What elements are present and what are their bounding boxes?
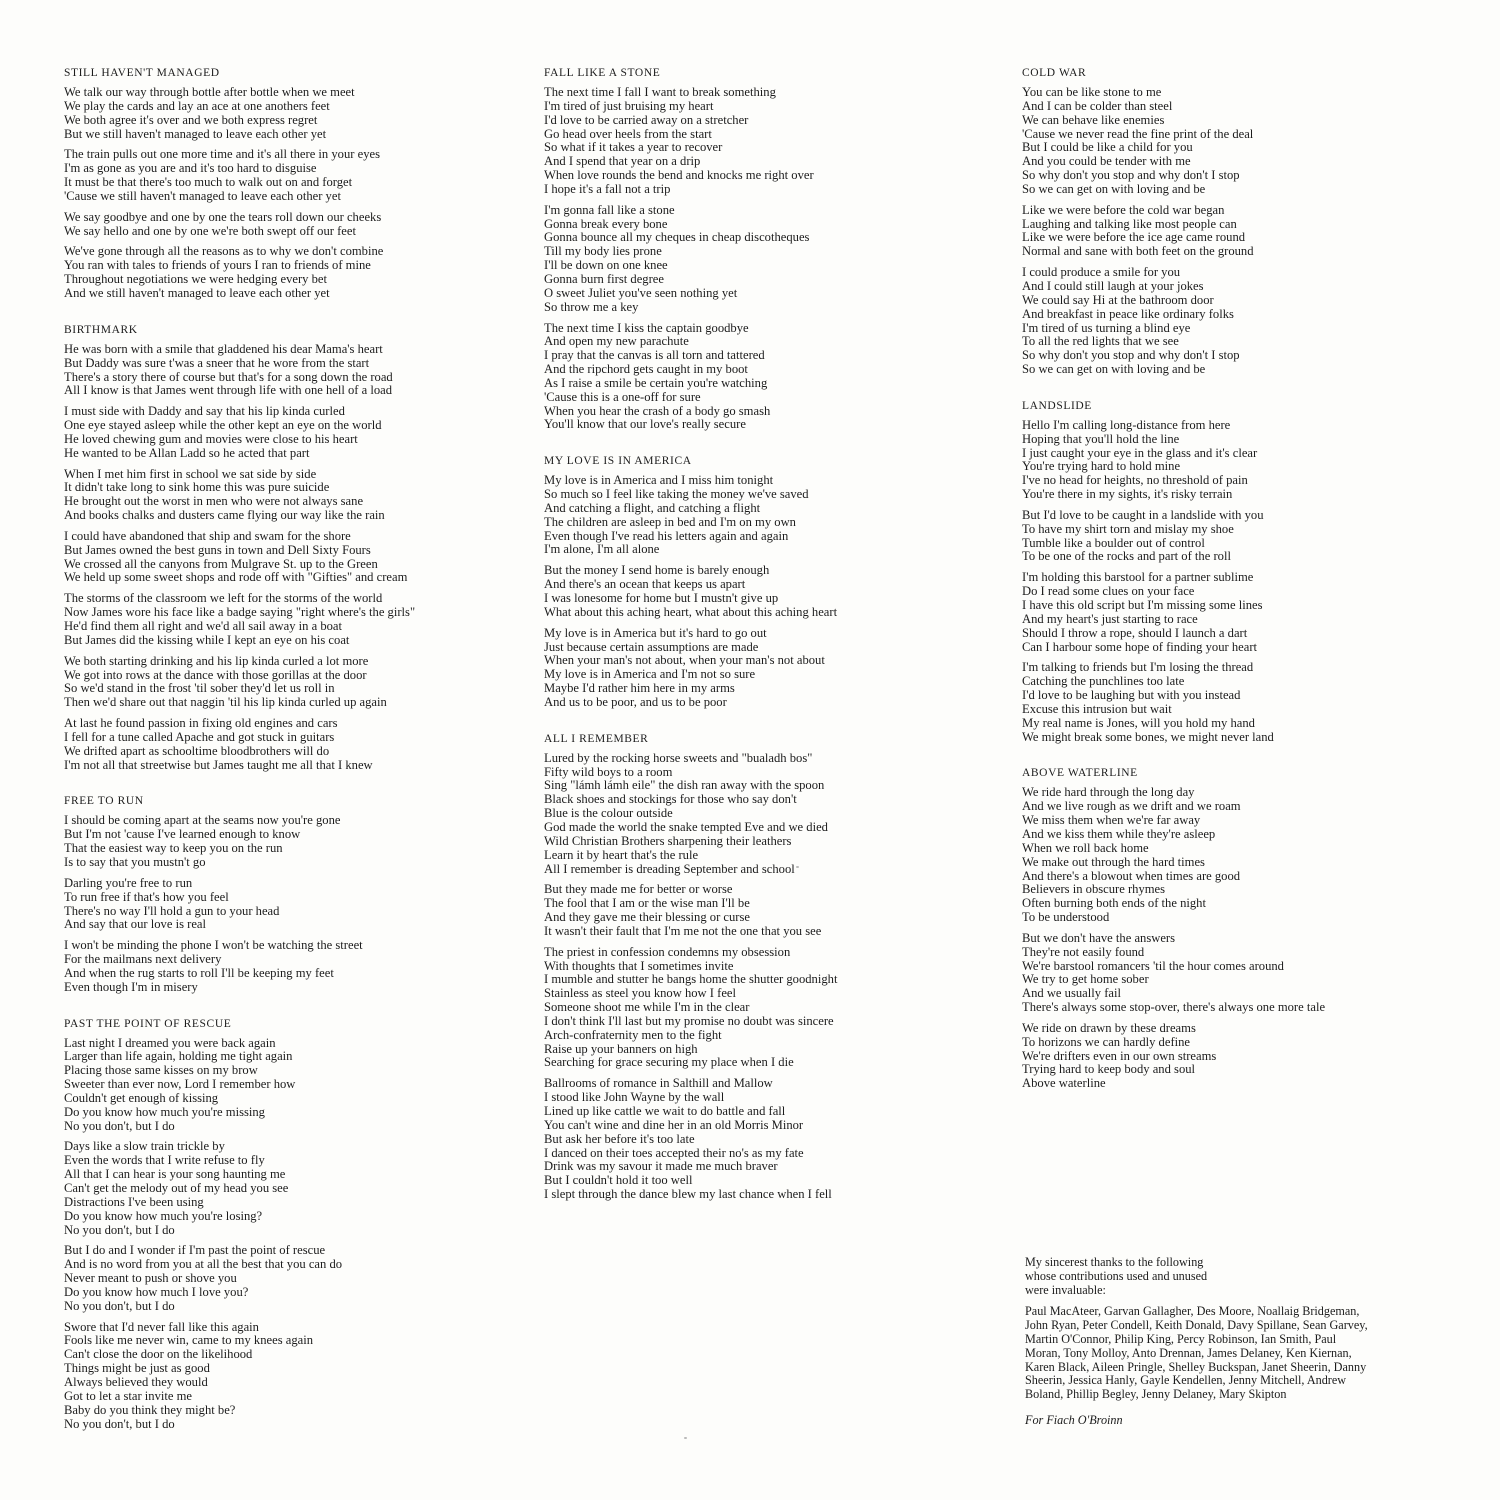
stanza bbox=[544, 474, 984, 557]
lyric-line: But James owned the best guns in town and Dell Sixty Fours bbox=[64, 542, 371, 557]
lyric-line: Swore that I'd never fall like this again bbox=[64, 1319, 259, 1334]
song-all-i-remember bbox=[544, 732, 984, 1202]
scan-speck bbox=[684, 1437, 687, 1439]
stanza bbox=[544, 204, 984, 315]
lyric-line: Even though I've read his letters again and again bbox=[544, 528, 789, 543]
lyric-line: So why don't you stop and why don't I stop bbox=[1022, 168, 1240, 183]
credits-line: Sheerin, Jessica Hanly, Gayle Kendellen, Jenny Mitchell, Andrew bbox=[1025, 1373, 1347, 1388]
lyric-line: Normal and sane with both feet on the ground bbox=[1022, 244, 1254, 259]
stanza bbox=[1022, 419, 1462, 502]
lyric-line: I should be coming apart at the seams now you're gone bbox=[64, 813, 341, 828]
stanza bbox=[64, 1244, 504, 1313]
lyric-line: I'm not all that streetwise but James taught me all that I knew bbox=[64, 757, 373, 772]
lyric-line: Go head over heels from the start bbox=[544, 126, 712, 141]
lyric-line: To horizons we can hardly define bbox=[1022, 1034, 1191, 1049]
song-title: LANDSLIDE bbox=[1022, 399, 1092, 412]
lyric-line: God made the world the snake tempted Eve and we died bbox=[544, 819, 828, 834]
lyric-line: Then we'd share out that naggin 'til his lip kinda curled up again bbox=[64, 695, 387, 710]
stanza bbox=[1022, 509, 1462, 564]
lyrics-column-3 bbox=[1022, 66, 1462, 1113]
lyric-line: Even though I'm in misery bbox=[64, 979, 198, 994]
credits-intro bbox=[1025, 1256, 1445, 1297]
lyric-line: Blue is the colour outside bbox=[544, 806, 673, 821]
stanza bbox=[64, 1321, 504, 1432]
lyric-line: Above waterline bbox=[1022, 1076, 1106, 1091]
lyric-line: Do you know how much you're losing? bbox=[64, 1208, 263, 1223]
lyric-line: So why don't you stop and why don't I stop bbox=[1022, 348, 1240, 363]
scan-speck bbox=[796, 866, 799, 868]
lyric-line: And breakfast in peace like ordinary folks bbox=[1022, 306, 1234, 321]
stanza bbox=[64, 592, 504, 647]
credits-line: My sincerest thanks to the following bbox=[1025, 1255, 1204, 1269]
lyric-line: To all the red lights that we see bbox=[1022, 334, 1179, 349]
lyric-line: So we'd stand in the frost 'til sober they'd let us roll in bbox=[64, 681, 335, 696]
lyric-line: There's a story there of course but that's for a song down the road bbox=[64, 369, 393, 384]
lyric-line: We got into rows at the dance with those gorillas at the door bbox=[64, 667, 367, 682]
lyric-line: He wanted to be Allan Ladd so he acted that part bbox=[64, 445, 310, 460]
lyric-line: But the money I send home is barely enough bbox=[544, 563, 770, 578]
lyric-line: Black shoes and stockings for those who say don't bbox=[544, 792, 797, 807]
lyric-line: So what if it takes a year to recover bbox=[544, 140, 723, 155]
stanza bbox=[544, 86, 984, 197]
lyric-line: Darling you're free to run bbox=[64, 875, 193, 890]
lyric-line: And there's a blowout when times are good bbox=[1022, 868, 1241, 883]
lyric-line: For the mailmans next delivery bbox=[64, 952, 222, 967]
lyric-line: It must be that there's too much to walk out on and forget bbox=[64, 175, 353, 190]
lyric-line: Now James wore his face like a badge saying "right where's the girls" bbox=[64, 605, 416, 620]
lyric-line: Can't close the door on the likelihood bbox=[64, 1347, 253, 1362]
stanza bbox=[64, 86, 504, 141]
lyric-line: All I know is that James went through life with one hell of a load bbox=[64, 383, 393, 398]
lyric-line: We drifted apart as schooltime bloodbrothers will do bbox=[64, 743, 330, 758]
lyric-line: As I raise a smile be certain you're watching bbox=[544, 375, 768, 390]
lyric-line: Till my body lies prone bbox=[544, 244, 662, 259]
lyric-line: Throughout negotiations we were hedging every bet bbox=[64, 272, 327, 287]
lyric-line: Gonna burn first degree bbox=[544, 271, 664, 286]
lyric-line: You're there in my sights, it's risky terrain bbox=[1022, 487, 1233, 502]
stanza bbox=[1022, 932, 1462, 1015]
lyric-line: But I do and I wonder if I'm past the point of rescue bbox=[64, 1243, 326, 1258]
lyric-line: You can be like stone to me bbox=[1022, 85, 1162, 99]
stanza bbox=[64, 877, 504, 932]
lyric-line: My real name is Jones, will you hold my hand bbox=[1022, 715, 1255, 730]
credits-line: Karen Black, Aileen Pringle, Shelley Buckspan, Janet Sheerin, Danny bbox=[1025, 1359, 1367, 1374]
lyric-line: I'm alone, I'm all alone bbox=[544, 542, 660, 557]
stanza bbox=[1022, 571, 1462, 654]
lyric-line: I must side with Daddy and say that his lip kinda curled bbox=[64, 404, 345, 419]
lyric-line: Distractions I've been using bbox=[64, 1194, 204, 1209]
lyric-line: My love is in America but it's hard to go out bbox=[544, 625, 767, 640]
stanza bbox=[544, 1077, 984, 1202]
lyric-line: I'm holding this barstool for a partner sublime bbox=[1022, 570, 1254, 585]
lyric-line: Lined up like cattle we wait to do battle and fall bbox=[544, 1104, 786, 1118]
lyric-line: Do you know how much you're missing bbox=[64, 1104, 265, 1119]
lyric-line: And you could be tender with me bbox=[1022, 154, 1191, 169]
lyric-line: Tumble like a boulder out of control bbox=[1022, 535, 1205, 550]
lyric-line: I've no head for heights, no threshold of pain bbox=[1022, 473, 1248, 488]
song-title: PAST THE POINT OF RESCUE bbox=[64, 1017, 232, 1030]
lyric-line: I danced on their toes accepted their no's as my fate bbox=[544, 1145, 804, 1160]
credits-line: John Ryan, Peter Condell, Keith Donald, Davy Spillane, Sean Garvey, bbox=[1025, 1318, 1368, 1333]
lyric-line: I just caught your eye in the glass and it's clear bbox=[1022, 445, 1258, 460]
credits-line: Moran, Tony Molloy, Anto Drennan, James Delaney, Ken Kiernan, bbox=[1025, 1345, 1352, 1360]
lyrics-column-1 bbox=[64, 66, 504, 1453]
lyric-line: We've gone through all the reasons as to why we don't combine bbox=[64, 244, 384, 259]
lyric-line: 'Cause we still haven't managed to leave each other yet bbox=[64, 188, 341, 203]
lyric-line: I'd love to be carried away on a stretcher bbox=[544, 112, 749, 127]
lyric-line: Believers in obscure rhymes bbox=[1022, 882, 1166, 897]
stanza bbox=[64, 245, 504, 300]
lyric-line: Even the words that I write refuse to fly bbox=[64, 1153, 265, 1168]
lyric-line: He brought out the worst in men who were not always sane bbox=[64, 494, 364, 509]
stanza bbox=[64, 939, 504, 994]
lyric-line: We talk our way through bottle after bottle when we meet bbox=[64, 85, 355, 99]
lyric-line: Fools like me never win, came to my knees again bbox=[64, 1333, 314, 1348]
lyric-line: And catching a flight, and catching a flight bbox=[544, 500, 761, 515]
lyric-line: But I'd love to be caught in a landslide with you bbox=[1022, 507, 1264, 522]
lyric-line: Searching for grace securing my place when I die bbox=[544, 1055, 794, 1070]
lyric-line: And I can be colder than steel bbox=[1022, 98, 1173, 113]
lyric-line: So we can get on with loving and be bbox=[1022, 362, 1206, 377]
song-above-waterline bbox=[1022, 766, 1462, 1091]
lyric-line: To run free if that's how you feel bbox=[64, 889, 229, 904]
lyric-line: Ballrooms of romance in Salthill and Mallow bbox=[544, 1076, 773, 1091]
lyric-line: Couldn't get enough of kissing bbox=[64, 1090, 219, 1105]
lyric-line: Raise up your banners on high bbox=[544, 1041, 698, 1056]
lyric-line: We crossed all the canyons from Mulgrave St. up to the Green bbox=[64, 556, 378, 571]
stanza bbox=[1022, 786, 1462, 924]
lyric-line: I pray that the canvas is all torn and tattered bbox=[544, 348, 765, 363]
lyric-line: I'm tired of just bruising my heart bbox=[544, 98, 714, 113]
lyric-line: And I could still laugh at your jokes bbox=[1022, 278, 1204, 293]
stanza bbox=[64, 530, 504, 585]
lyric-line: My love is in America and I'm not so sure bbox=[544, 667, 756, 682]
lyric-line: To be understood bbox=[1022, 910, 1110, 925]
lyric-line: We ride hard through the long day bbox=[1022, 785, 1195, 800]
lyric-line: The next time I fall I want to break something bbox=[544, 85, 776, 99]
song-title: STILL HAVEN'T MANAGED bbox=[64, 67, 220, 79]
lyric-line: Like we were before the cold war began bbox=[1022, 202, 1225, 217]
song-title: ABOVE WATERLINE bbox=[1022, 767, 1138, 780]
stanza bbox=[1022, 1022, 1462, 1091]
stanza bbox=[1022, 661, 1462, 744]
stanza bbox=[64, 1037, 504, 1134]
lyric-line: I mumble and stutter he bangs home the shutter goodnight bbox=[544, 972, 838, 987]
lyric-line: Fifty wild boys to a room bbox=[544, 764, 673, 779]
credits-line: Paul MacAteer, Garvan Gallagher, Des Moore, Noallaig Bridgeman, bbox=[1025, 1304, 1360, 1319]
lyric-line: And us to be poor, and us to be poor bbox=[544, 694, 727, 709]
lyric-line: I fell for a tune called Apache and got stuck in guitars bbox=[64, 729, 335, 744]
credits-line: were invaluable: bbox=[1025, 1282, 1106, 1297]
lyric-line: I could produce a smile for you bbox=[1022, 265, 1181, 280]
lyric-line: Just because certain assumptions are made bbox=[544, 639, 759, 654]
lyric-line: And say that our love is real bbox=[64, 917, 206, 932]
lyric-line: Placing those same kisses on my brow bbox=[64, 1063, 258, 1078]
lyric-line: And we live rough as we drift and we roam bbox=[1022, 799, 1241, 814]
lyric-line: We might break some bones, we might never land bbox=[1022, 729, 1274, 744]
lyric-line: 'Cause this is a one-off for sure bbox=[544, 389, 701, 404]
credits-line: Boland, Phillip Begley, Jenny Delaney, Mary Skipton bbox=[1025, 1387, 1287, 1402]
credits-line: whose contributions used and unused bbox=[1025, 1268, 1208, 1283]
lyric-line: I have this old script but I'm missing some lines bbox=[1022, 598, 1263, 612]
lyric-line: Days like a slow train trickle by bbox=[64, 1139, 225, 1154]
stanza bbox=[64, 655, 504, 710]
lyric-line: And books chalks and dusters came flying our way like the rain bbox=[64, 508, 385, 523]
lyric-line: And we still haven't managed to leave each other yet bbox=[64, 285, 330, 300]
stanza bbox=[64, 1140, 504, 1237]
lyric-line: And the ripchord gets caught in my boot bbox=[544, 362, 748, 377]
lyric-line: Sing "lámh lámh eile" the dish ran away with the spoon bbox=[544, 778, 825, 793]
stanza bbox=[1022, 86, 1462, 197]
lyric-line: When you hear the crash of a body go smash bbox=[544, 403, 771, 418]
lyric-line: And when the rug starts to roll I'll be keeping my feet bbox=[64, 965, 334, 980]
song-title: FREE TO RUN bbox=[64, 795, 144, 808]
stanza bbox=[64, 468, 504, 523]
stanza bbox=[544, 564, 984, 619]
lyrics-column-2 bbox=[544, 66, 984, 1224]
lyric-line: Never meant to push or shove you bbox=[64, 1271, 237, 1286]
song-past-the-point-of-rescue bbox=[64, 1017, 504, 1432]
lyric-line: I'd love to be laughing but with you instead bbox=[1022, 688, 1241, 703]
song-my-love-is-in-america bbox=[544, 454, 984, 710]
song-free-to-run bbox=[64, 794, 504, 994]
lyric-line: Wild Christian Brothers sharpening their leathers bbox=[544, 833, 792, 848]
stanza bbox=[1022, 204, 1462, 259]
lyric-line: We both agree it's over and we both express regret bbox=[64, 112, 318, 127]
lyric-line: But ask her before it's too late bbox=[544, 1131, 695, 1146]
lyric-line: Last night I dreamed you were back again bbox=[64, 1035, 276, 1050]
lyric-line: He was born with a smile that gladdened his dear Mama's heart bbox=[64, 341, 383, 356]
lyric-line: And there's an ocean that keeps us apart bbox=[544, 577, 746, 592]
lyric-line: I'm tired of us turning a blind eye bbox=[1022, 320, 1191, 335]
lyric-line: And my heart's just starting to race bbox=[1022, 611, 1198, 626]
lyric-line: Sweeter than ever now, Lord I remember how bbox=[64, 1077, 296, 1092]
lyric-line: And open my new parachute bbox=[544, 334, 689, 349]
lyric-line: I stood like John Wayne by the wall bbox=[544, 1090, 725, 1105]
lyric-line: The fool that I am or the wise man I'll be bbox=[544, 896, 750, 911]
lyric-line: You can't wine and dine her in an old Morris Minor bbox=[544, 1117, 804, 1132]
lyric-line: I could have abandoned that ship and swam for the shore bbox=[64, 528, 351, 543]
lyric-line: But Daddy was sure t'was a sneer that he wore from the start bbox=[64, 355, 370, 370]
lyric-line: Hello I'm calling long-distance from here bbox=[1022, 417, 1231, 432]
lyric-line: There's no way I'll hold a gun to your head bbox=[64, 903, 280, 918]
lyric-line: We try to get home sober bbox=[1022, 972, 1149, 987]
lyric-line: No you don't, but I do bbox=[64, 1298, 175, 1313]
lyric-line: We say goodbye and one by one the tears roll down our cheeks bbox=[64, 209, 382, 224]
song-birthmark bbox=[64, 323, 504, 773]
lyric-line: One eye stayed asleep while the other kept an eye on the world bbox=[64, 418, 382, 433]
lyric-line: 'Cause we never read the fine print of the deal bbox=[1022, 126, 1254, 141]
lyric-line: Things might be just as good bbox=[64, 1361, 210, 1376]
stanza bbox=[64, 717, 504, 772]
lyric-line: Often burning both ends of the night bbox=[1022, 896, 1206, 911]
lyric-line: We play the cards and lay an ace at one anothers feet bbox=[64, 98, 330, 113]
lyric-line: No you don't, but I do bbox=[64, 1118, 175, 1133]
lyric-line: I don't think I'll last but my promise no doubt was sincere bbox=[544, 1013, 834, 1028]
lyric-line: But I'm not 'cause I've learned enough to know bbox=[64, 827, 301, 842]
lyric-line: Learn it by heart that's the rule bbox=[544, 847, 699, 862]
stanza bbox=[64, 148, 504, 203]
lyric-line: When we roll back home bbox=[1022, 840, 1149, 855]
stanza bbox=[544, 946, 984, 1071]
lyric-line: Excuse this intrusion but wait bbox=[1022, 701, 1172, 716]
lyric-line: The priest in confession condemns my obsession bbox=[544, 944, 791, 959]
lyric-line: No you don't, but I do bbox=[64, 1222, 175, 1237]
lyric-line: Can't get the melody out of my head you see bbox=[64, 1181, 289, 1195]
credits-line: Martin O'Connor, Philip King, Percy Robinson, Ian Smith, Paul bbox=[1025, 1331, 1337, 1346]
lyric-line: Larger than life again, holding me tight again bbox=[64, 1049, 293, 1064]
song-title: COLD WAR bbox=[1022, 67, 1087, 79]
lyric-line: The next time I kiss the captain goodbye bbox=[544, 320, 749, 335]
lyric-line: I'm talking to friends but I'm losing the thread bbox=[1022, 660, 1254, 675]
lyric-line: Lured by the rocking horse sweets and "bualadh bos" bbox=[544, 750, 813, 765]
lyric-line: The train pulls out one more time and it's all there in your eyes bbox=[64, 147, 380, 162]
lyric-line: There's always some stop-over, there's always one more tale bbox=[1022, 1000, 1326, 1015]
lyric-line: Hoping that you'll hold the line bbox=[1022, 431, 1180, 446]
lyric-line: Gonna break every bone bbox=[544, 216, 668, 231]
lyric-line: We both starting drinking and his lip kinda curled a lot more bbox=[64, 653, 369, 668]
lyric-line: Can I harbour some hope of finding your heart bbox=[1022, 639, 1258, 654]
lyric-line: I hope it's a fall not a trip bbox=[544, 181, 671, 196]
lyric-line: It wasn't their fault that I'm me not the one that you see bbox=[544, 923, 822, 938]
stanza bbox=[544, 752, 984, 877]
lyric-line: You ran with tales to friends of yours I ran to friends of mine bbox=[64, 258, 371, 273]
dedication: For Fiach O'Broinn bbox=[1025, 1412, 1123, 1427]
lyric-line: The children are asleep in bed and I'm on my own bbox=[544, 514, 796, 529]
lyric-line: But I couldn't hold it too well bbox=[544, 1173, 693, 1188]
lyric-line: To have my shirt torn and mislay my shoe bbox=[1022, 521, 1234, 536]
lyric-line: Is to say that you mustn't go bbox=[64, 854, 206, 869]
lyric-line: No you don't, but I do bbox=[64, 1416, 175, 1431]
lyric-line: Drink was my savour it made me much braver bbox=[544, 1159, 778, 1174]
lyric-line: And we kiss them while they're asleep bbox=[1022, 826, 1216, 841]
lyric-line: They're not easily found bbox=[1022, 944, 1145, 959]
stanza bbox=[1022, 266, 1462, 377]
lyric-line: Arch-confraternity men to the fight bbox=[544, 1027, 722, 1042]
lyric-line: Baby do you think they might be? bbox=[64, 1402, 236, 1417]
stanza bbox=[64, 405, 504, 460]
stanza bbox=[544, 883, 984, 938]
lyric-line: When your man's not about, when your man's not about bbox=[544, 653, 825, 668]
lyric-line: We miss them when we're far away bbox=[1022, 813, 1201, 828]
lyric-line: So throw me a key bbox=[544, 299, 639, 314]
lyric-line: Do you know how much I love you? bbox=[64, 1284, 249, 1299]
song-title: FALL LIKE A STONE bbox=[544, 67, 661, 79]
lyric-line: We can behave like enemies bbox=[1022, 112, 1165, 127]
song-title: ALL I REMEMBER bbox=[544, 732, 649, 745]
lyric-line: All that I can hear is your song haunting me bbox=[64, 1167, 286, 1182]
lyric-line: We're barstool romancers 'til the hour comes around bbox=[1022, 958, 1284, 973]
stanza bbox=[64, 343, 504, 398]
stanza bbox=[544, 322, 984, 433]
lyric-line: At last he found passion in fixing old engines and cars bbox=[64, 716, 338, 731]
lyric-line: But we don't have the answers bbox=[1022, 930, 1176, 945]
lyric-line: Always believed they would bbox=[64, 1374, 208, 1389]
lyric-line: And I spend that year on a drip bbox=[544, 154, 701, 169]
lyric-line: Stainless as steel you know how I feel bbox=[544, 986, 737, 1001]
lyric-line: That the easiest way to keep you on the run bbox=[64, 841, 283, 856]
lyric-line: So much so I feel like taking the money we've saved bbox=[544, 487, 809, 502]
lyric-line: We could say Hi at the bathroom door bbox=[1022, 292, 1214, 307]
song-still-haven-t-managed bbox=[64, 66, 504, 301]
lyric-line: But I could be like a child for you bbox=[1022, 140, 1193, 155]
lyric-line: And they gave me their blessing or curse bbox=[544, 910, 750, 925]
stanza bbox=[544, 627, 984, 710]
lyric-line: You'll know that our love's really secure bbox=[544, 417, 746, 432]
lyric-line: Like we were before the ice age came round bbox=[1022, 230, 1246, 245]
lyric-line: So we can get on with loving and be bbox=[1022, 181, 1206, 196]
lyric-line: And is no word from you at all the best that you can do bbox=[64, 1257, 343, 1272]
lyric-line: Got to let a star invite me bbox=[64, 1388, 193, 1403]
lyric-line: Someone shoot me while I'm in the clear bbox=[544, 1000, 750, 1015]
lyric-line: But they made me for better or worse bbox=[544, 882, 733, 897]
stanza bbox=[64, 211, 504, 239]
lyric-line: The storms of the classroom we left for the storms of the world bbox=[64, 591, 383, 606]
lyric-line: We're drifters even in our own streams bbox=[1022, 1048, 1217, 1063]
lyric-line: All I remember is dreading September and school bbox=[544, 861, 795, 876]
lyric-line: Should I throw a rope, should I launch a dart bbox=[1022, 625, 1248, 640]
stanza bbox=[64, 814, 504, 869]
lyric-line: I'm as gone as you are and it's too hard to disguise bbox=[64, 161, 317, 176]
lyric-line: I'll be down on one knee bbox=[544, 258, 668, 273]
lyric-line: We say hello and one by one we're both swept off our feet bbox=[64, 223, 356, 238]
lyric-line: He'd find them all right and we'd all sail away in a boat bbox=[64, 619, 343, 633]
lyric-line: Catching the punchlines too late bbox=[1022, 674, 1185, 689]
lyric-line: To be one of the rocks and part of the roll bbox=[1022, 549, 1231, 564]
lyric-line: Do I read some clues on your face bbox=[1022, 584, 1195, 599]
lyric-line: My love is in America and I miss him tonight bbox=[544, 473, 774, 488]
lyric-line: But we still haven't managed to leave each other yet bbox=[64, 126, 327, 141]
lyric-line: Laughing and talking like most people can bbox=[1022, 216, 1237, 231]
credits-names bbox=[1025, 1305, 1445, 1402]
lyric-line: We ride on drawn by these dreams bbox=[1022, 1020, 1196, 1035]
lyric-line: We held up some sweet shops and rode off with "Gifties" and cream bbox=[64, 570, 408, 585]
lyric-line: O sweet Juliet you've seen nothing yet bbox=[544, 285, 738, 300]
lyric-line: When love rounds the bend and knocks me right over bbox=[544, 168, 814, 183]
lyric-line: I slept through the dance blew my last chance when I fell bbox=[544, 1187, 832, 1202]
lyric-line: And we usually fail bbox=[1022, 986, 1121, 1001]
song-title: BIRTHMARK bbox=[64, 323, 138, 336]
lyric-line: I'm gonna fall like a stone bbox=[544, 202, 675, 217]
song-landslide bbox=[1022, 399, 1462, 745]
lyric-line: With thoughts that I sometimes invite bbox=[544, 958, 734, 973]
lyric-line: We make out through the hard times bbox=[1022, 854, 1205, 869]
lyric-line: Maybe I'd rather him here in my arms bbox=[544, 681, 735, 696]
lyric-line: I won't be minding the phone I won't be watching the street bbox=[64, 938, 363, 953]
song-cold-war bbox=[1022, 66, 1462, 377]
lyric-line: But James did the kissing while I kept an eye on his coat bbox=[64, 632, 350, 647]
lyric-line: What about this aching heart, what about this aching heart bbox=[544, 604, 838, 619]
lyric-line: He loved chewing gum and movies were close to his heart bbox=[64, 431, 358, 446]
lyric-line: You're trying hard to hold mine bbox=[1022, 459, 1181, 474]
lyric-line: I was lonesome for home but I mustn't give up bbox=[544, 591, 779, 605]
lyric-line: Gonna bounce all my cheques in cheap discotheques bbox=[544, 230, 810, 245]
song-title: MY LOVE IS IN AMERICA bbox=[544, 455, 692, 468]
song-fall-like-a-stone bbox=[544, 66, 984, 432]
lyric-line: When I met him first in school we sat side by side bbox=[64, 466, 317, 481]
credits-block bbox=[1025, 1256, 1445, 1428]
lyric-line: Trying hard to keep body and soul bbox=[1022, 1062, 1196, 1077]
lyric-line: It didn't take long to sink home this was pure suicide bbox=[64, 480, 330, 495]
